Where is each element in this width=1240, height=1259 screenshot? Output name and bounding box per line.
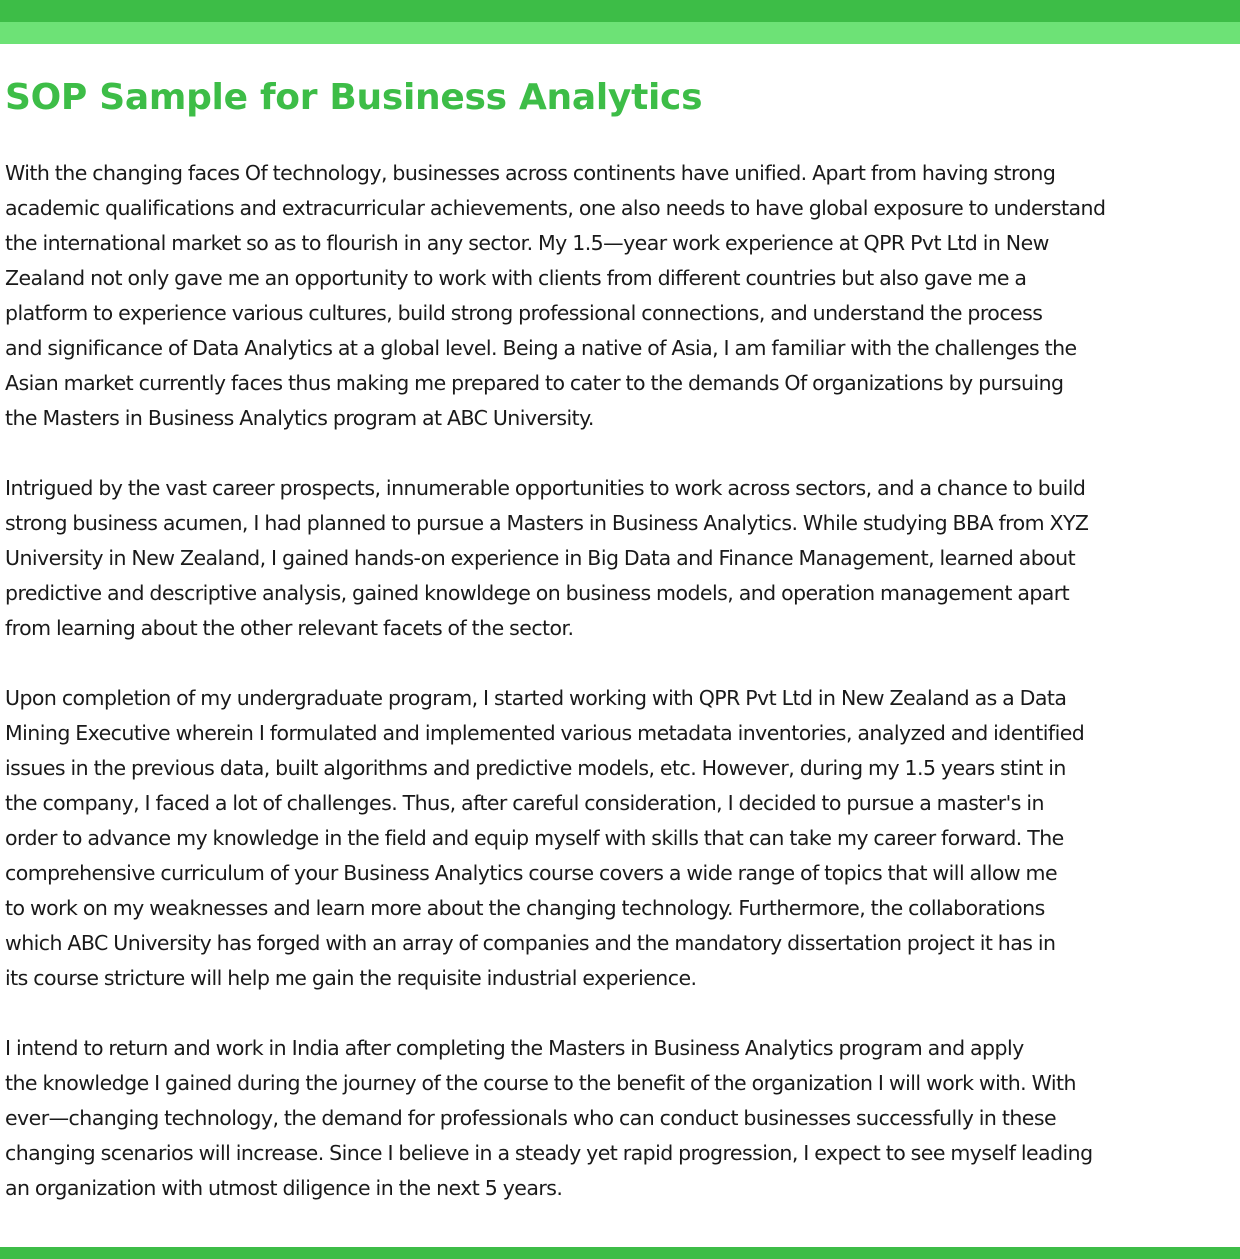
paragraph-line: which ABC University has forged with an array of companies and the mandatory dissertation project it has in: [5, 931, 1056, 955]
paragraph-line: Asian market currently faces thus making me prepared to cater to the demands Of organizations by pursuing: [5, 371, 1064, 395]
paragraph-line: academic qualifications and extracurricular achievements, one also needs to have global exposure to understand: [5, 196, 1106, 220]
page-title: SOP Sample for Business Analytics: [5, 77, 703, 118]
paragraph-line: predictive and descriptive analysis, gained knowldege on business models, and operation management apart: [5, 581, 1070, 605]
paragraph-line: and significance of Data Analytics at a global level. Being a native of Asia, I am familiar with the challenges the: [5, 336, 1077, 360]
paragraph-line: ever—changing technology, the demand for professionals who can conduct businesses successfully in these: [5, 1106, 1057, 1130]
paragraph-line: Mining Executive wherein I formulated and implemented various metadata inventories, analyzed and identified: [5, 721, 1085, 745]
paragraph-line: to work on my weaknesses and learn more about the changing technology. Furthermore, the collaborations: [5, 896, 1045, 920]
paragraph: [5, 156, 1237, 436]
paragraph-line: Upon completion of my undergraduate program, I started working with QPR Pvt Ltd in New Zealand as a Data: [5, 686, 1067, 710]
paragraph-line: Intrigued by the vast career prospects, innumerable opportunities to work across sectors, and a chance to build: [5, 476, 1086, 500]
paragraph-line: an organization with utmost diligence in the next 5 years.: [5, 1176, 563, 1200]
paragraph-line: from learning about the other relevant facets of the sector.: [5, 616, 574, 640]
paragraph-line: the company, I faced a lot of challenges. Thus, after careful consideration, I decided to pursue a master's in: [5, 791, 1044, 815]
paragraph-line: platform to experience various cultures, build strong professional connections, and understand the process: [5, 301, 1043, 325]
paragraph-line: the knowledge I gained during the journey of the course to the benefit of the organization I will work with. With: [5, 1071, 1076, 1095]
paragraph-line: issues in the previous data, built algorithms and predictive models, etc. However, during my 1.5 years stint in: [5, 756, 1066, 780]
paragraph-line: Zealand not only gave me an opportunity to work with clients from different countries but also gave me a: [5, 266, 1027, 290]
paragraph-line: the Masters in Business Analytics program at ABC University.: [5, 406, 594, 430]
paragraph-line: order to advance my knowledge in the field and equip myself with skills that can take my career forward. The: [5, 826, 1064, 850]
paragraph: [5, 471, 1237, 646]
paragraph-line: University in New Zealand, I gained hands-on experience in Big Data and Finance Management, learned about: [5, 546, 1076, 570]
paragraph: [5, 1031, 1237, 1206]
paragraph-line: the international market so as to flourish in any sector. My 1.5—year work experience at QPR Pvt Ltd in New: [5, 231, 1049, 255]
paragraph-line: strong business acumen, I had planned to pursue a Masters in Business Analytics. While studying BBA from XYZ: [5, 511, 1089, 535]
bottom-accent-bar: [0, 1247, 1240, 1259]
paragraph-line: its course stricture will help me gain the requisite industrial experience.: [5, 966, 697, 990]
paragraph: [5, 681, 1237, 996]
paragraph-line: changing scenarios will increase. Since I believe in a steady yet rapid progression, I expect to see myself leading: [5, 1141, 1093, 1165]
paragraph-line: comprehensive curriculum of your Business Analytics course covers a wide range of topics that will allow me: [5, 861, 1058, 885]
paragraph-line: With the changing faces Of technology, businesses across continents have unified. Apart from having strong: [5, 161, 1056, 185]
top-accent-bar: [0, 0, 1240, 22]
paragraph-line: I intend to return and work in India after completing the Masters in Business Analytics program and apply: [5, 1036, 1024, 1060]
sop-body: [5, 156, 1237, 1241]
top-accent-bar-light: [0, 22, 1240, 44]
